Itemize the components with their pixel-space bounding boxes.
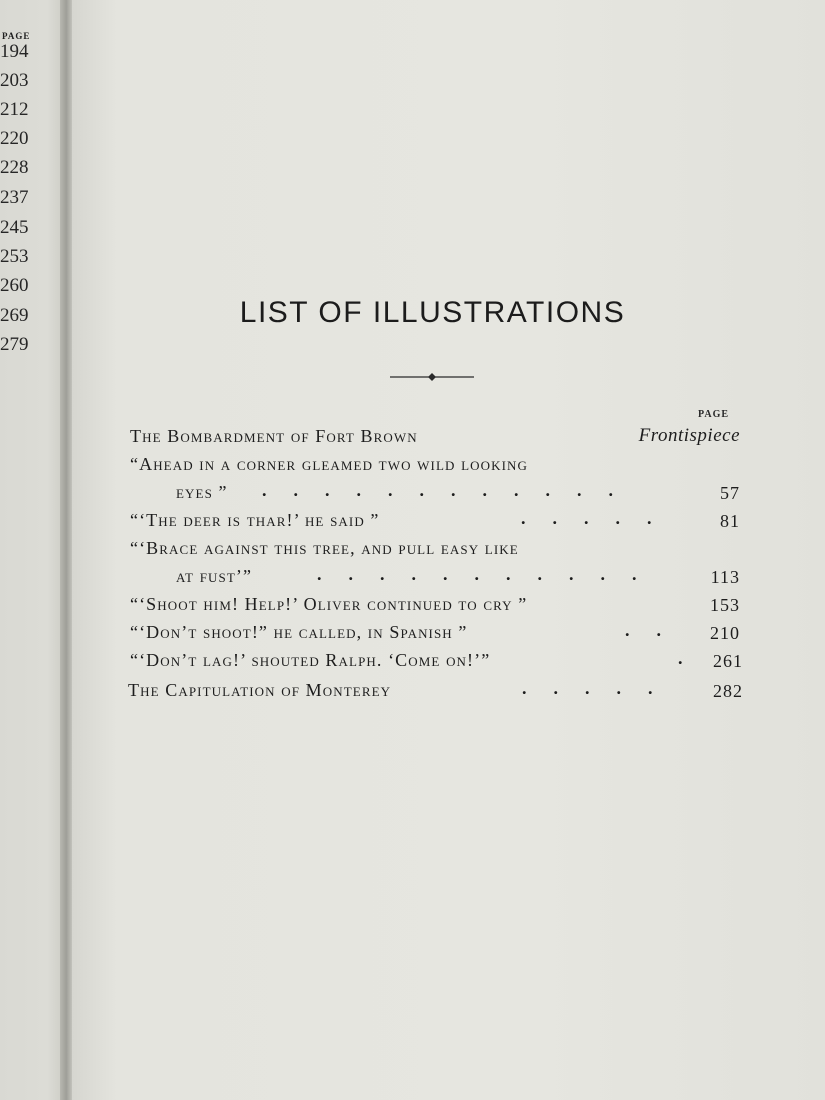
page-title: LIST OF ILLUSTRATIONS [239, 296, 626, 329]
illustration-page: 282 [713, 681, 743, 701]
ornament-rule [390, 371, 474, 383]
left-page-number: 220 [0, 128, 29, 149]
left-page-number: 203 [0, 70, 29, 91]
illustration-caption: The Bombardment of Fort Brown [130, 426, 418, 446]
leader-dots: . . . . . [521, 508, 652, 528]
leader-dots: . . . . . [522, 678, 653, 698]
illustration-caption-continued: eyes ” [176, 482, 228, 502]
illustration-caption: “‘Don’t lag!’ shouted Ralph. ‘Come on!’” [130, 650, 491, 670]
left-page-number: 228 [0, 157, 29, 178]
page-column-header: PAGE [698, 409, 730, 420]
leader-dots: . . . . . . . . . . . . [262, 480, 613, 500]
illustration-caption-continued: at fust’” [176, 566, 253, 586]
left-page-number: 245 [0, 217, 29, 238]
left-page-number: 279 [0, 334, 29, 355]
illustration-page: 153 [710, 595, 740, 615]
left-page-number: 260 [0, 275, 29, 296]
left-page-number: 237 [0, 187, 29, 208]
illustration-caption: The Capitulation of Monterey [128, 680, 392, 700]
illustration-caption: “‘Shoot him! Help!’ Oliver continued to cry ” [130, 594, 528, 614]
leader-dots: . [678, 648, 683, 668]
left-page-header: PAGE [2, 31, 31, 41]
left-page-number: 212 [0, 99, 29, 120]
illustration-page: Frontispiece [638, 425, 740, 446]
illustration-page: 113 [710, 567, 740, 587]
illustration-page: 261 [713, 651, 743, 671]
illustration-page: 81 [720, 511, 740, 531]
leader-dots: . . [625, 620, 661, 640]
left-page-number: 269 [0, 305, 29, 326]
illustration-caption: “‘Don’t shoot!” he called, in Spanish ” [130, 622, 468, 642]
left-page-number: 253 [0, 246, 29, 267]
illustration-caption: “Ahead in a corner gleamed two wild looking [130, 454, 529, 474]
illustration-caption: “‘Brace against this tree, and pull easy like [130, 538, 519, 558]
left-page-number: 194 [0, 41, 29, 62]
illustration-page: 210 [710, 623, 740, 643]
left-page [0, 0, 68, 1100]
leader-dots: . . . . . . . . . . . [317, 564, 637, 584]
illustration-page: 57 [720, 483, 740, 503]
illustration-caption: “‘The deer is thar!’ he said ” [130, 510, 380, 530]
